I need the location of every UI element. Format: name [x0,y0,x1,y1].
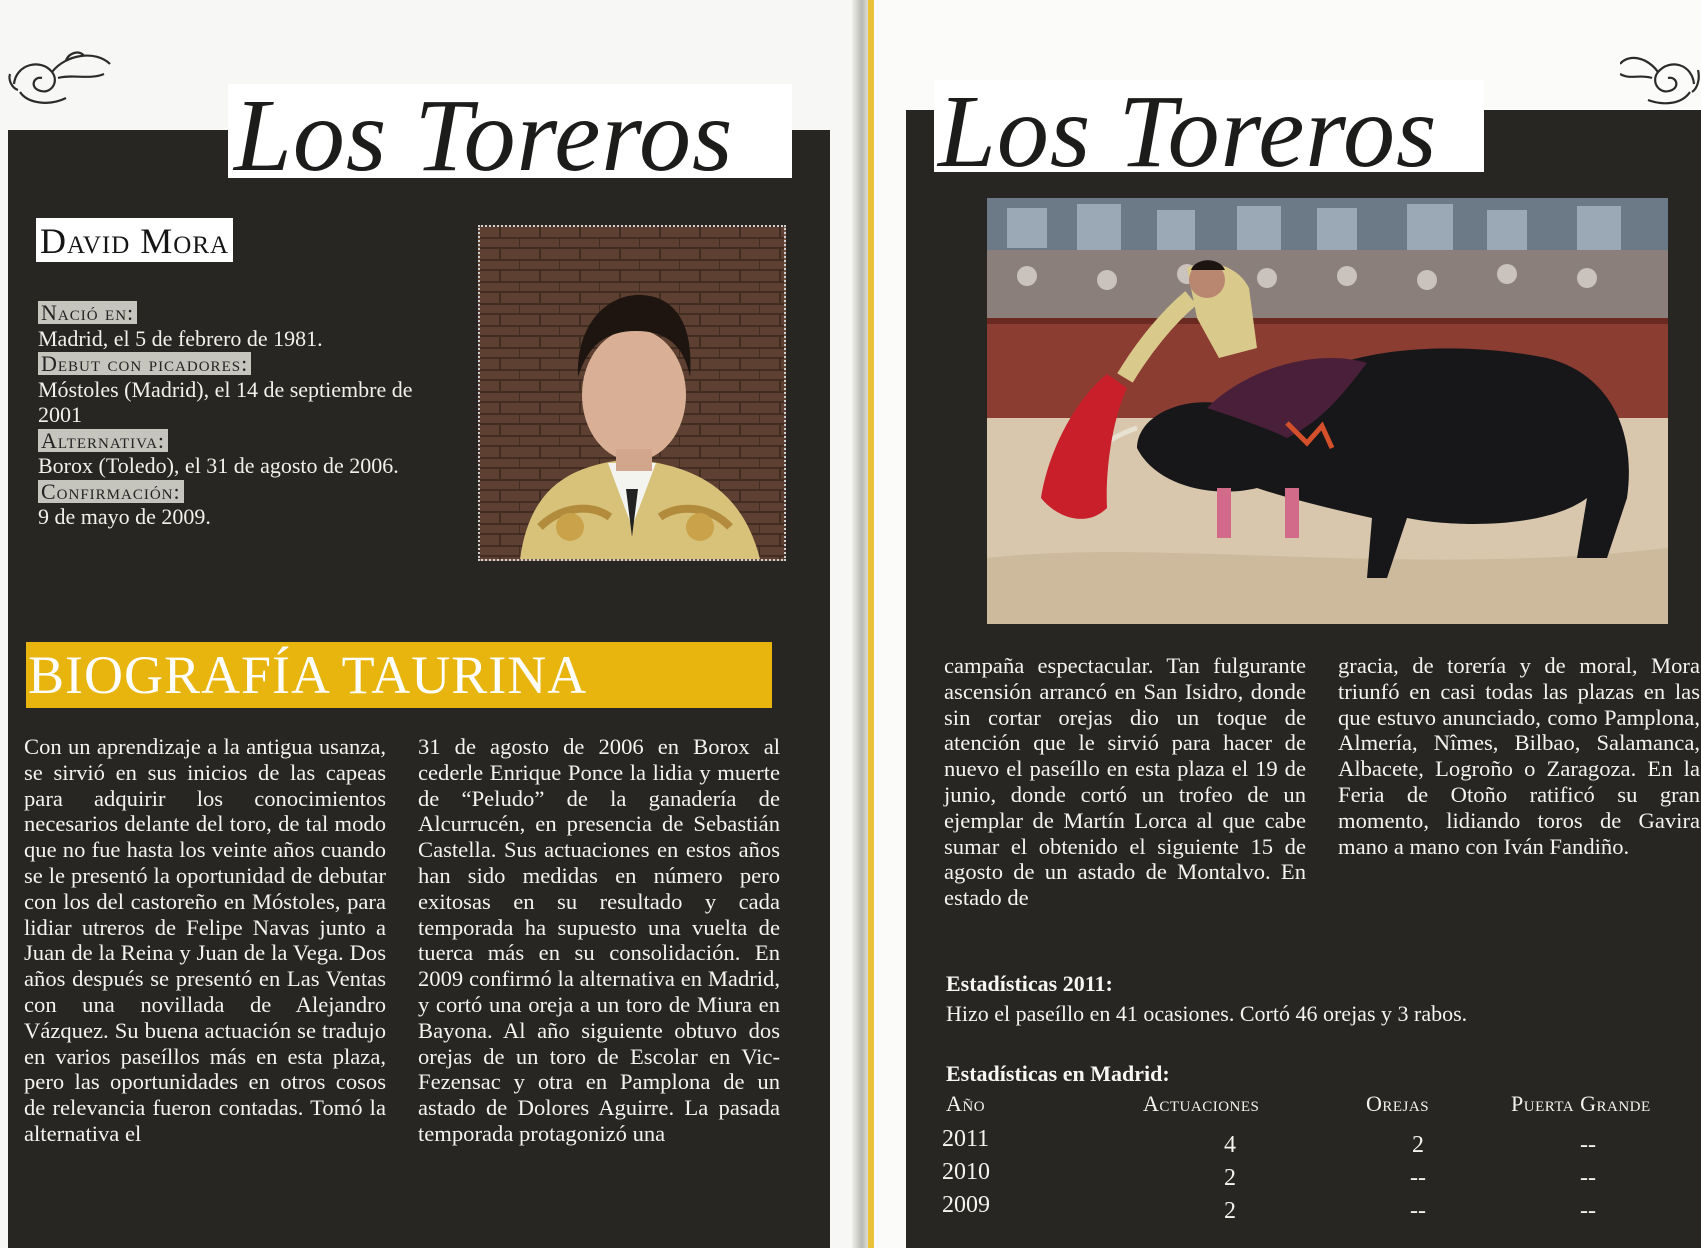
table-row: -- [1580,1165,1596,1191]
fact-value-confirmacion: 9 de mayo de 2009. [38,504,211,529]
page-edge-yellow [868,0,874,1248]
stats-2011-heading: Estadísticas 2011: [946,971,1113,996]
table-row: 2 [1224,1198,1236,1224]
table-row: -- [1580,1198,1596,1224]
page-title: Los Toreros [228,84,792,178]
table-row: 4 [1224,1132,1236,1158]
torero-facts [38,300,458,530]
bio-column-4: gracia, de torería y de moral, Mora triunfó en casi todas las plazas en las que estuvo anunciado, como Pamplona, Almería, Nîmes, Bilbao, Salamanca, Albacete, Logroño o Zaragoza. En la Feria de Otoño ratificó su gran momento, lidiando toros de Gavira mano a mano con Iván Fandiño. [1338,653,1700,859]
table-header-puerta-grande: Puerta Grande [1511,1091,1651,1116]
stats-madrid-heading: Estadísticas en Madrid: [946,1061,1170,1086]
table-row: 2 [1412,1132,1424,1158]
bio-column-2: 31 de agosto de 2006 en Borox al cederle Enrique Ponce la lidia y muerte de “Peludo” de la ganadería de Alcurrucén, en presencia de Sebastián Castella. Sus actuaciones en estos años han sido medidas en número pero exitosas en su resultado y cada temporada ha supuesto una vuelta de tuerca más en su consolidación. En 2009 confirmó la alternativa en Madrid, y cortó una oreja a un toro de Miura en Bayona. Al año siguiente obtuvo dos orejas de un toro de Escolar en Vic-Fezensac y otra en Pamplona de un astado de Dolores Aguirre. La pasada temporada protagonizó una [418,734,780,1146]
bio-column-1: Con un aprendizaje a la antigua usanza, se sirvió en sus inicios de las capeas para adquirir los conocimientos necesarios delante del toro, de tal modo que no fue hasta los veinte años cuando se le presentó la oportunidad de debutar con los del castoreño en Móstoles, para lidiar utreros de Felipe Navas junto a Juan de la Reina y Juan de la Vega. Dos años después se presentó en Las Ventas con una novillada de Alejandro Vázquez. Su buena actuación se tradujo en varios paseíllos más en esta plaza, pero las oportunidades en otros cosos de relevancia fueron contadas. Tomó la alternativa el [24,734,386,1146]
table-header-actuaciones: Actuaciones [1143,1091,1260,1116]
fact-value-alternativa: Borox (Toledo), el 31 de agosto de 2006. [38,453,399,478]
stats-2011-text: Hizo el paseíllo en 41 ocasiones. Cortó 46 orejas y 3 rabos. [946,1001,1468,1026]
fact-value-debut: Móstoles (Madrid), el 14 de septiembre de 2001 [38,376,413,427]
fact-label-confirmacion: Confirmación: [38,480,184,503]
fact-label-birth: Nació en: [38,301,137,324]
bio-column-3: campaña espectacular. Tan fulgurante ascensión arrancó en San Isidro, donde sin cortar orejas dio un toque de atención que le sirvió para hacer de nuevo el paseíllo en esta plaza el 19 de junio, donde cortó un trofeo de un ejemplar de Martín Lorca al que cabe sumar el obtenido el siguiente 15 de agosto de un astado de Montalvo. En estado de [944,653,1306,911]
table-row: 2010 [942,1159,990,1185]
fact-label-debut: Debut con picadores: [38,352,251,375]
table-row: -- [1580,1132,1596,1158]
section-title-biografia: BIOGRAFÍA TAURINA [26,642,772,708]
flourish-ornament-icon [6,44,116,112]
table-row: -- [1410,1198,1426,1224]
torero-portrait-photo [478,225,786,561]
torero-name: David Mora [36,218,233,262]
table-header-year: Año [946,1091,986,1116]
table-row: -- [1410,1165,1426,1191]
table-row: 2011 [942,1126,990,1152]
fact-label-alternativa: Alternativa: [38,429,168,452]
table-row: 2009 [942,1192,990,1218]
table-header-orejas: Orejas [1366,1091,1430,1116]
fact-value-birth: Madrid, el 5 de febrero de 1981. [38,325,323,351]
table-row: 2 [1224,1165,1236,1191]
page-title: Los Toreros [934,80,1484,172]
flourish-ornament-icon [1620,44,1700,114]
bullfight-photo [987,198,1668,624]
